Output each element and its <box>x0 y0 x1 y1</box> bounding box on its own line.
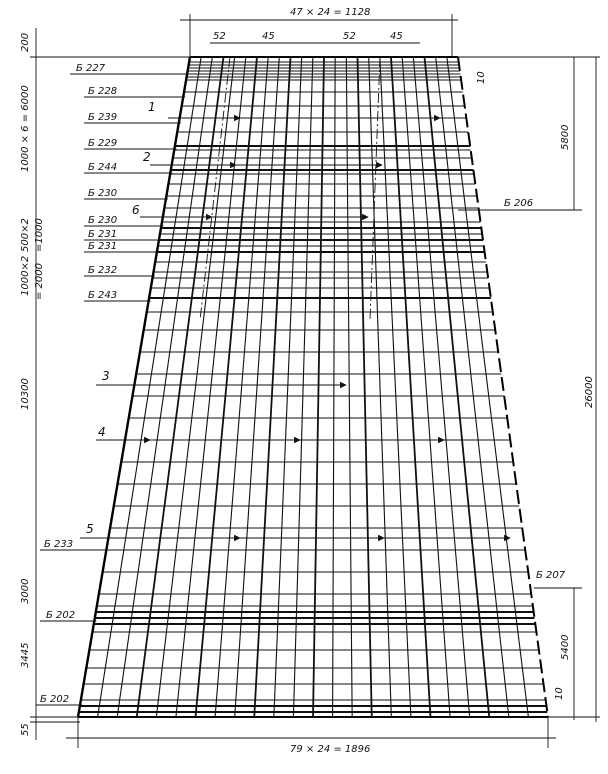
beam-label-b231b: Б 231 <box>88 241 118 252</box>
top-dimension-label: 47 × 24 = 1128 <box>290 7 371 18</box>
beam-label-b230b: Б 230 <box>88 215 118 226</box>
beam-label-b227: Б 227 <box>76 63 106 74</box>
right-dim-10-top: 10 <box>476 71 487 84</box>
spacing-right-b: 45 <box>390 31 403 42</box>
mark-4: 4 <box>98 425 106 439</box>
right-dim-26000: 26000 <box>584 376 595 408</box>
left-dim-500: 500×2 <box>20 218 31 252</box>
left-dim-1000: =1000 <box>34 218 45 252</box>
right-dim-10-bottom: 10 <box>554 687 565 700</box>
beam-label-b207: Б 207 <box>536 570 566 581</box>
beam-label-b231a: Б 231 <box>88 229 118 240</box>
beam-label-b228: Б 228 <box>88 86 118 97</box>
left-dim-3445: 3445 <box>20 642 31 668</box>
spacing-left-b: 45 <box>262 31 275 42</box>
beam-label-b202a: Б 202 <box>46 610 76 621</box>
mark-1: 1 <box>148 100 156 114</box>
left-dim-55: 55 <box>20 723 31 736</box>
beam-label-b232: Б 232 <box>88 265 118 276</box>
mark-6: 6 <box>132 203 140 217</box>
left-dim-200: 200 <box>20 32 31 52</box>
beam-label-b239: Б 239 <box>88 112 118 123</box>
left-dim-6000: 1000 × 6 = 6000 <box>20 85 31 172</box>
beam-label-b230a: Б 230 <box>88 188 118 199</box>
left-dim-2000a: 1000×2 <box>20 255 31 296</box>
left-dim-2000b: = 2000 <box>34 262 45 300</box>
left-dim-10300: 10300 <box>20 378 31 410</box>
beam-label-b243: Б 243 <box>88 290 118 301</box>
axis-lines <box>200 57 380 320</box>
beam-label-b202b: Б 202 <box>40 694 70 705</box>
bottom-dimension-label: 79 × 24 = 1896 <box>290 744 371 755</box>
mark-5: 5 <box>86 522 94 536</box>
axis-line-right <box>370 57 380 320</box>
beam-label-b244: Б 244 <box>88 162 118 173</box>
beam-label-b233: Б 233 <box>44 539 74 550</box>
mark-2: 2 <box>143 150 151 164</box>
spacing-right-a: 52 <box>343 31 356 42</box>
spacing-left-a: 52 <box>213 31 226 42</box>
right-dim-5800: 5800 <box>560 124 571 150</box>
beam-label-b229: Б 229 <box>88 138 118 149</box>
left-dim-3000: 3000 <box>20 578 31 604</box>
beam-label-b206: Б 206 <box>504 198 534 209</box>
axis-line-left <box>200 57 230 320</box>
right-dim-5400: 5400 <box>560 634 571 660</box>
mark-3: 3 <box>102 369 110 383</box>
